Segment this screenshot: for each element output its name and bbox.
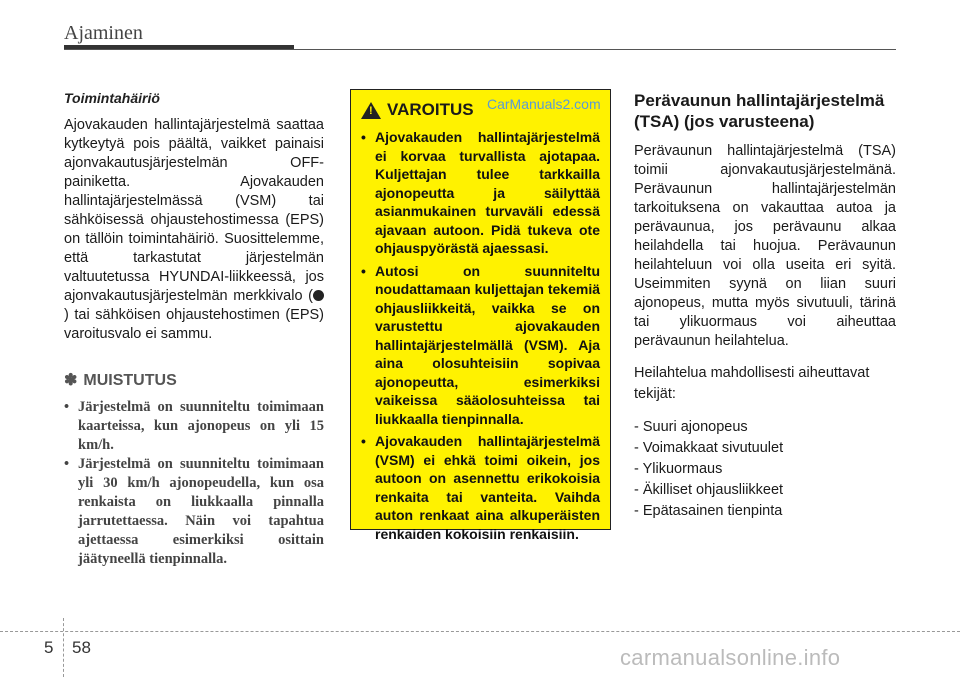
note-item: • Järjestelmä on suunniteltu toimimaan yli 30 km/h ajonopeudella, kun osa renkaista on liukkaalla pinnalla jarrutettaessa. Näin voi tapahtua ajettaessa esimerkiksi osittain jäätyneellä tienpinnalla. — [64, 455, 324, 569]
cause-item: - Voimakkaat sivutuulet — [634, 440, 784, 456]
note-star-icon: ✽ — [64, 372, 78, 389]
watermark-text: CarManuals2.com — [487, 96, 601, 112]
stability-warning-icon — [313, 290, 324, 301]
causes-list — [634, 417, 896, 522]
tsa-paragraph: Perävaunun hallintajärjestelmä (TSA) toimii ajonvakautusjärjestelmänä. Perävaunun hallintajärjestelmän tarkoituksena on vakauttaa autoa ja perävaunua, jos perävaunu alkaa heilahdella tai huojua. Perävaunun heilahteluun voi olla useita eri syitä. Useimmiten syynä on liian suuri ajonopeus, mutta myös sivutuuli, tärinä tai ylikuormaus voi aiheuttaa perävaunun heilahtelua. — [634, 143, 896, 349]
malfunction-paragraph — [64, 116, 324, 344]
warning-item: • Ajovakauden hallintajärjestelmä ei korvaa turvallista ajotapaa. Kuljettajan tulee tarkkailla ajonopeutta ja säilyttää asianmukainen turvaväli edessä ajavaan autoon. Pidä tukeva ote ohjauspyörästä ajaessasi. — [361, 128, 600, 258]
note-heading — [64, 370, 324, 390]
warning-triangle-icon: ! — [361, 102, 381, 119]
note-list — [64, 398, 324, 569]
cause-item: - Suuri ajonopeus — [634, 419, 748, 435]
note-item: • Järjestelmä on suunniteltu toimimaan kaarteissa, kun ajonopeus on yli 15 km/h. — [64, 398, 324, 455]
site-watermark: carmanualsonline.info — [620, 645, 841, 670]
tsa-section-title: Perävaunun hallintajärjestelmä (TSA) (jos varusteena) — [634, 91, 885, 131]
causes-intro: Heilahtelua mahdollisesti aiheuttavat tekijät: — [634, 365, 870, 402]
malfunction-text-part2: ) tai sähköisen ohjaustehostimen (EPS) varoitusvalo ei sammu. — [64, 307, 324, 342]
cause-item: - Ylikuormaus — [634, 461, 723, 477]
warning-list — [361, 128, 600, 543]
warning-item: • Ajovakauden hallintajärjestelmä (VSM) ei ehkä toimi oikein, jos autoon on asennettu erikokoisia renkaita tai vanteita. Vaihda auton renkaat aina alkuperäisten renkaiden kokoisiin renkaisiin. — [361, 432, 600, 543]
left-column — [64, 90, 324, 569]
cause-item: - Epätasainen tienpinta — [634, 503, 783, 519]
cause-item: - Äkilliset ohjausliikkeet — [634, 482, 784, 498]
right-column — [634, 90, 896, 522]
chapter-number: 5 — [44, 638, 54, 657]
page-header-title: Ajaminen — [64, 22, 143, 44]
warning-box — [350, 89, 611, 542]
warning-title: VAROITUS — [387, 100, 474, 119]
note-title: MUISTUTUS — [83, 372, 177, 389]
malfunction-subheading: Toimintahäiriö — [64, 90, 160, 106]
warning-item: • Autosi on suunniteltu noudattamaan kuljettajan tekemiä ohjausliikkeitä, vaikka se on varustettu ajovakauden hallintajärjestelmällä (VSM). Aja aina olosuhteisiin sopivaa ajonopeutta, esimerkiksi vaikeissa sääolosuhteissa tai liukkaalla tienpinnalla. — [361, 262, 600, 429]
page-number: 58 — [72, 638, 91, 657]
footer-vertical-divider — [63, 618, 64, 677]
header-rule-thin — [64, 49, 896, 50]
malfunction-text-part1: Ajovakauden hallintajärjestelmä saattaa kytkeytyä pois päältä, vaikket painaisi ajonvakautusjärjestelmän OFF-painiketta. Ajovakauden hallintajärjestelmässä (VSM) tai sähköisessä ohjaustehostimessa (EPS) on tällöin toimintahäiriö. Suosittelemme, että tarkastutat järjestelmän valtuutetussa HYUNDAI-liikkeessä, jos ajonvakautusjärjestelmän merkkivalo ( — [64, 117, 324, 304]
footer-divider — [0, 631, 960, 632]
